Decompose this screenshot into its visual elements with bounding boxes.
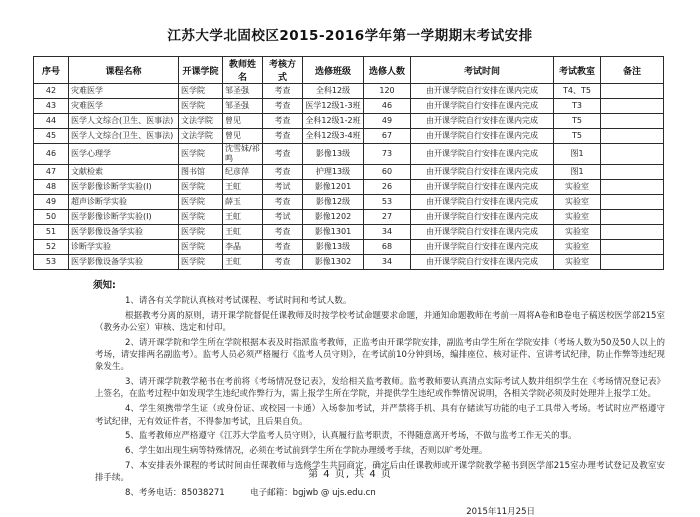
table-cell	[601, 165, 664, 180]
page-number: 第 4 页, 共 4 页	[308, 469, 392, 480]
table-cell: 薛玉	[223, 195, 263, 210]
table-cell	[601, 180, 664, 195]
table-cell: 医学心理学	[69, 144, 179, 165]
table-cell: 52	[34, 240, 69, 255]
table-cell: 34	[364, 255, 411, 270]
column-header: 考核方式	[263, 57, 303, 84]
table-cell: 47	[34, 165, 69, 180]
table-cell: 曾见	[223, 114, 263, 129]
table-cell: 考查	[263, 225, 303, 240]
table-cell: 王虹	[223, 255, 263, 270]
table-cell: 文法学院	[179, 114, 223, 129]
table-cell: 图1	[554, 144, 601, 165]
table-cell: 灾难医学	[69, 84, 179, 99]
table-cell: 王虹	[223, 210, 263, 225]
table-cell: 沈雪妹/祁鸣	[223, 144, 263, 165]
table-cell: 68	[364, 240, 411, 255]
table-cell: 医学院	[179, 240, 223, 255]
table-cell: 53	[34, 255, 69, 270]
table-cell: 45	[34, 129, 69, 144]
table-cell: 由开课学院自行安排在课内完成	[411, 114, 554, 129]
table-cell: 50	[34, 210, 69, 225]
table-cell: 考查	[263, 240, 303, 255]
table-cell: 考查	[263, 255, 303, 270]
table-cell	[601, 144, 664, 165]
table-cell: 诊断学实验	[69, 240, 179, 255]
table-cell: T4、T5	[554, 84, 601, 99]
table-cell: 由开课学院自行安排在课内完成	[411, 144, 554, 165]
table-cell: 医学12级1-3班	[303, 99, 364, 114]
table-cell: 由开课学院自行安排在课内完成	[411, 180, 554, 195]
note-item: 4、学生须携带学生证（或身份证、或校园一卡通）入场参加考试，并严禁将手机、具有存储读写功能的电子工具带入考场。考试时应严格遵守考试纪律，无有效证件者，不得参加考试，且后果自负。	[95, 404, 665, 427]
table-row	[34, 210, 664, 225]
table-cell: 超声诊断学实验	[69, 195, 179, 210]
table-cell: 44	[34, 114, 69, 129]
table-cell: T5	[554, 129, 601, 144]
table-cell: 全科12级	[303, 84, 364, 99]
table-row	[34, 195, 664, 210]
table-cell	[601, 240, 664, 255]
table-cell: 医学影像设备学实验	[69, 225, 179, 240]
table-cell: 由开课学院自行安排在课内完成	[411, 240, 554, 255]
table-row	[34, 240, 664, 255]
table-cell: 医学人文综合(卫生、医事法)	[69, 114, 179, 129]
table-row	[34, 180, 664, 195]
exam-schedule-table	[33, 56, 664, 270]
table-cell: 医学院	[179, 84, 223, 99]
table-row	[34, 129, 664, 144]
table-cell: T3	[554, 99, 601, 114]
table-cell: 实验室	[554, 210, 601, 225]
column-header: 课程名称	[69, 57, 179, 84]
table-cell: 由开课学院自行安排在课内完成	[411, 195, 554, 210]
table-cell: 53	[364, 195, 411, 210]
table-cell: 护理13级	[303, 165, 364, 180]
table-row	[34, 99, 664, 114]
table-cell: 影像13级	[303, 240, 364, 255]
table-cell	[601, 255, 664, 270]
table-body	[34, 84, 664, 270]
table-row	[34, 225, 664, 240]
column-header: 考试时间	[411, 57, 554, 84]
column-header: 序号	[34, 57, 69, 84]
table-cell: 图书馆	[179, 165, 223, 180]
table-cell: 由开课学院自行安排在课内完成	[411, 165, 554, 180]
table-cell: 42	[34, 84, 69, 99]
table-cell: 考查	[263, 165, 303, 180]
note-item: 6、学生如出现生病等特殊情况，必须在考试前到学生所在学院办理缓考手续，否则以旷考处理。	[125, 446, 488, 457]
table-cell: 46	[364, 99, 411, 114]
table-cell: 43	[34, 99, 69, 114]
table-cell: 文法学院	[179, 129, 223, 144]
note-item: 7、本安排表外课程的考试时间由任课教师与选修学生共同商定，确定后由任课教师或开课学院教学秘书到医学部215室办理考试登记及教室安排手续。	[95, 461, 665, 484]
table-cell: 纪彦萍	[223, 165, 263, 180]
table-cell: 34	[364, 225, 411, 240]
column-header: 开课学院	[179, 57, 223, 84]
table-cell: 考试	[263, 180, 303, 195]
table-cell: 实验室	[554, 180, 601, 195]
table-cell: 实验室	[554, 240, 601, 255]
table-cell: 73	[364, 144, 411, 165]
table-cell: T5	[554, 114, 601, 129]
table-cell: 医学院	[179, 255, 223, 270]
table-cell: 医学影像设备学实验	[69, 255, 179, 270]
table-row	[34, 144, 664, 165]
column-header: 选修班级	[303, 57, 364, 84]
table-row	[34, 114, 664, 129]
table-cell: 文献检索	[69, 165, 179, 180]
column-header: 选修人数	[364, 57, 411, 84]
column-header: 教师姓名	[223, 57, 263, 84]
table-cell: 由开课学院自行安排在课内完成	[411, 225, 554, 240]
table-cell: 实验室	[554, 225, 601, 240]
table-cell: 由开课学院自行安排在课内完成	[411, 210, 554, 225]
note-item: 根据教考分离的原则，请开课学院督促任课教师及时按学校考试命题要求命题，并通知命题教师在考前一周将A卷和B卷电子稿送校医学部215室（教务办公室）审核、选定和付印。	[95, 310, 665, 333]
table-cell: 医学影像诊断学实验(Ⅰ)	[69, 210, 179, 225]
table-cell: 全科12级3-4班	[303, 129, 364, 144]
table-cell: 49	[364, 114, 411, 129]
document-date: 2015年11月25日	[466, 507, 535, 517]
table-cell: 实验室	[554, 195, 601, 210]
table-cell: 考查	[263, 144, 303, 165]
note-item: 3、请开课学院教学秘书在考前将《考场情况登记表》，发给相关监考教师。监考教师要认真清点实际考试人数并组织学生在《考场情况登记表》上签名，在监考过程中如发现学生违纪或作弊行为，需上报学生所在学院，并提供学生违纪或作弊情况说明，各相关学院必须及时处理并上报学工处。	[95, 377, 665, 400]
table-row	[34, 255, 664, 270]
table-cell	[601, 129, 664, 144]
note-item: 1、请各有关学院认真核对考试课程、考试时间和考试人数。	[125, 295, 352, 306]
table-cell: 影像1301	[303, 225, 364, 240]
table-row	[34, 165, 664, 180]
table-cell: 影像13级	[303, 144, 364, 165]
table-cell	[601, 99, 664, 114]
table-cell: 考查	[263, 114, 303, 129]
table-cell	[601, 225, 664, 240]
note-item: 8、考务电话：85038271 电子邮箱：bgjwb @ ujs.edu.cn	[125, 488, 376, 499]
table-cell: 46	[34, 144, 69, 165]
table-cell: 60	[364, 165, 411, 180]
notes-label: 须知:	[93, 280, 116, 291]
column-header: 考试教室	[554, 57, 601, 84]
table-cell: 医学院	[179, 180, 223, 195]
table-cell: 考查	[263, 195, 303, 210]
table-cell: 李晶	[223, 240, 263, 255]
table-cell	[601, 195, 664, 210]
table-cell: 由开课学院自行安排在课内完成	[411, 99, 554, 114]
table-cell: 影像1202	[303, 210, 364, 225]
note-item: 5、监考教师应严格遵守《江苏大学监考人员守则》，认真履行监考职责，不得随意离开考场，不做与监考工作无关的事。	[125, 431, 577, 442]
table-cell: 医学人文综合(卫生、医事法)	[69, 129, 179, 144]
table-cell: 医学影像诊断学实验(Ⅰ)	[69, 180, 179, 195]
column-header: 备注	[601, 57, 664, 84]
table-row	[34, 84, 664, 99]
table-cell: 由开课学院自行安排在课内完成	[411, 129, 554, 144]
table-cell: 邹圣强	[223, 84, 263, 99]
table-cell: 医学院	[179, 144, 223, 165]
table-cell: 医学院	[179, 210, 223, 225]
table-cell: 邹圣强	[223, 99, 263, 114]
table-cell: 51	[34, 225, 69, 240]
table-cell: 影像1302	[303, 255, 364, 270]
table-cell: 考查	[263, 99, 303, 114]
table-cell: 医学院	[179, 225, 223, 240]
table-cell: 考查	[263, 84, 303, 99]
table-cell: 影像1201	[303, 180, 364, 195]
table-cell: 考试	[263, 210, 303, 225]
table-cell: 全科12级1-2班	[303, 114, 364, 129]
table-cell: 曾见	[223, 129, 263, 144]
table-cell: 王虹	[223, 180, 263, 195]
table-cell	[601, 84, 664, 99]
table-cell: 67	[364, 129, 411, 144]
table-cell: 由开课学院自行安排在课内完成	[411, 255, 554, 270]
table-cell: 48	[34, 180, 69, 195]
table-cell: 26	[364, 180, 411, 195]
table-cell: 考查	[263, 129, 303, 144]
table-cell: 医学院	[179, 195, 223, 210]
table-cell: 120	[364, 84, 411, 99]
table-cell: 实验室	[554, 255, 601, 270]
table-cell: 医学院	[179, 99, 223, 114]
table-cell: 49	[34, 195, 69, 210]
table-cell: 灾难医学	[69, 99, 179, 114]
header-row	[34, 57, 664, 84]
table-cell	[601, 210, 664, 225]
table-cell: 由开课学院自行安排在课内完成	[411, 84, 554, 99]
table-cell	[601, 114, 664, 129]
table-header	[34, 57, 664, 84]
page-title: 江苏大学北固校区2015-2016学年第一学期期末考试安排	[167, 28, 533, 44]
table-cell: 王虹	[223, 225, 263, 240]
note-item: 2、请开课学院和学生所在学院根据本表及时指派监考教师，正监考由开课学院安排，副监考由学生所在学院安排（考场人数为50及50人以上的考场，请安排两名副监考）。监考人员必须严格履行《监考人员守则》，在考试前10分钟到场，编排座位、核对证件、宣讲考试纪律，防止作弊等违纪现象发生。	[95, 337, 665, 373]
table-cell: 27	[364, 210, 411, 225]
table-cell: 图1	[554, 165, 601, 180]
table-cell: 影像12级	[303, 195, 364, 210]
